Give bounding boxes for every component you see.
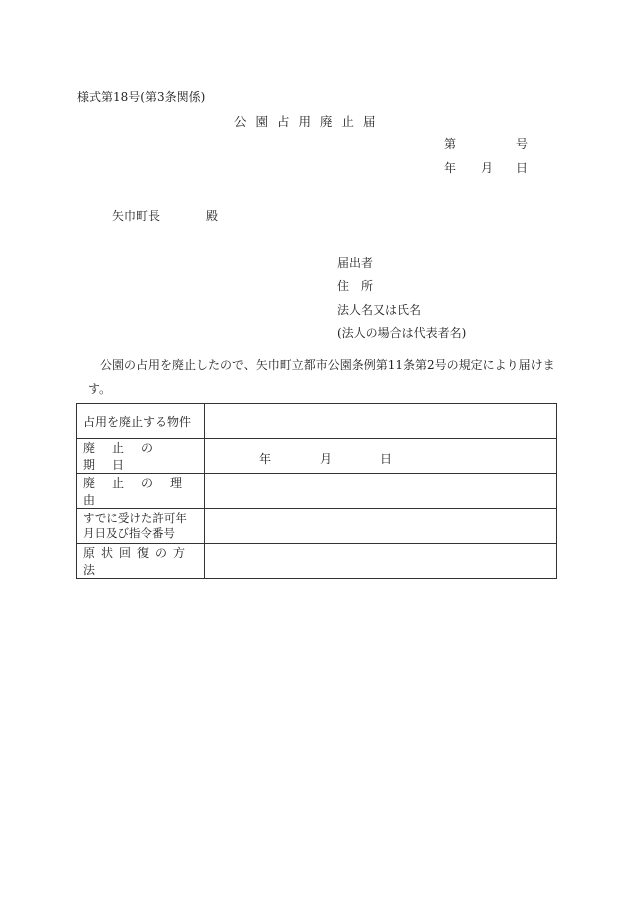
label-cell-permit [77, 509, 205, 544]
value-cell-restoration[interactable] [205, 544, 557, 579]
form-table [76, 403, 557, 579]
value-cell-permit[interactable] [205, 509, 557, 544]
date-month-unit: 月 [320, 452, 333, 466]
applicant-representative-note: (法人の場合は代表者名) [337, 326, 467, 340]
addressee-name: 矢巾町長 [112, 209, 161, 223]
date-year-unit: 年 [259, 452, 272, 466]
row-label-date: 廃止の期日 [83, 441, 171, 472]
table-row [77, 544, 557, 579]
body-text-line2: す。 [88, 382, 112, 396]
body-text-line1: 公園の占用を廃止したので、矢巾町立都市公園条例第11条第2号の規定により届けま [100, 358, 555, 372]
form-number: 様式第18号(第3条関係) [77, 90, 206, 104]
row-label-date-wrap [83, 439, 204, 473]
doc-number-prefix: 第 [444, 137, 457, 151]
label-cell-reason [77, 474, 205, 509]
label-cell-date [77, 439, 205, 474]
table-row [77, 404, 557, 439]
row-label-permit-line1: すでに受けた許可年 [83, 511, 187, 525]
row-label-restoration: 原状回復の方法 [83, 546, 192, 577]
table-row [77, 439, 557, 474]
value-cell-items[interactable] [205, 404, 557, 439]
row-label-items: 占用を廃止する物件 [83, 414, 192, 429]
date-day-unit: 日 [380, 452, 393, 466]
applicant-address-label: 住所 [337, 279, 386, 293]
document-title: 公園占用廃止届 [234, 114, 385, 129]
date-value [205, 439, 556, 473]
label-cell-restoration [77, 544, 205, 579]
doc-date-month: 月 [481, 161, 494, 175]
table-row [77, 509, 557, 544]
addressee-honorific: 殿 [206, 209, 219, 223]
applicant-name-label: 法人名又は氏名 [337, 303, 422, 317]
applicant-heading: 届出者 [337, 256, 374, 270]
value-cell-date[interactable] [205, 439, 557, 474]
label-cell-items [77, 404, 205, 439]
doc-number-suffix: 号 [516, 137, 529, 151]
value-cell-reason[interactable] [205, 474, 557, 509]
row-label-reason: 廃止の理由 [83, 476, 200, 507]
doc-date-year: 年 [444, 161, 457, 175]
doc-date-day: 日 [516, 161, 529, 175]
row-label-permit-line2: 月日及び指令番号 [83, 526, 175, 540]
table-row [77, 474, 557, 509]
